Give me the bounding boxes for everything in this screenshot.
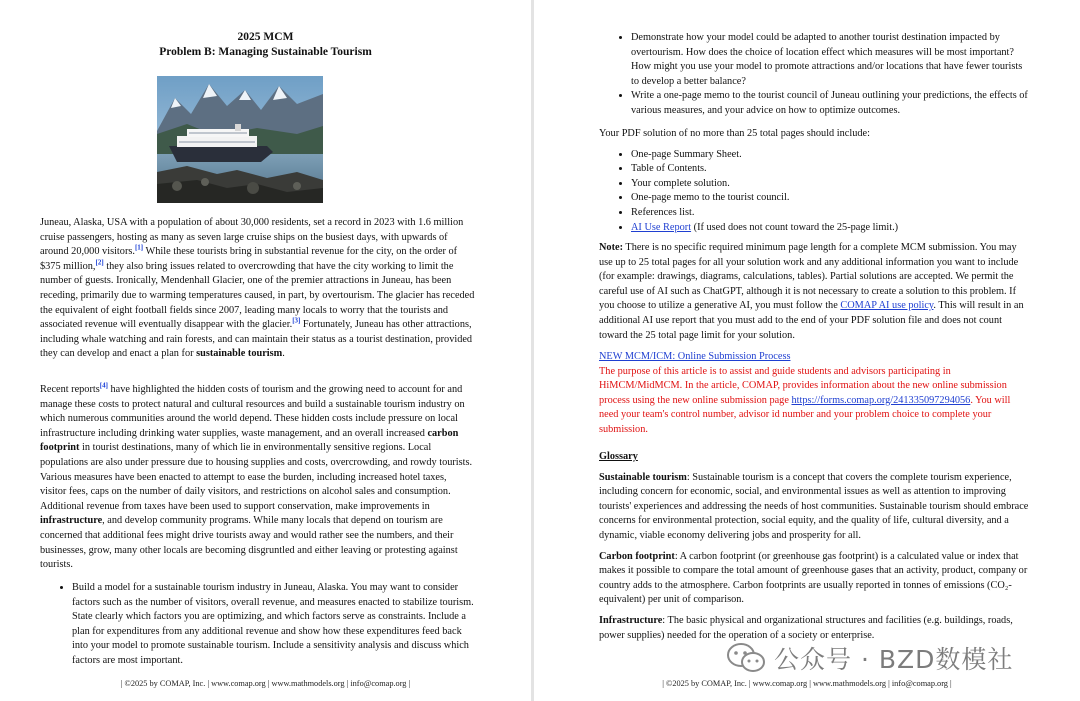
pdf-item-solution: • Your complete solution.	[631, 177, 1029, 192]
glossary-entry-infrastructure	[599, 614, 1029, 643]
reference-1[interactable]: [1]	[134, 243, 144, 252]
task-bullet-2: • Demonstrate how your model could be adapted to another tourist destination impacted by overtourism. How does the choice of location effect which measures will be most important? How might you use your model to promote attractions and/or locations that have fewer tourists to develop a better balance?	[631, 31, 1029, 89]
pdf-item-references: • References list.	[631, 206, 1029, 221]
para2-text4: , and develop community programs. While many locals that depend on tourism are concerned that additional fees might drive tourists away and would rather see the numbers, and their businesses, grow, many other locals are becoming disgruntled and either leaving or protesting against tourists.	[40, 515, 458, 571]
footer-right: | ©2025 by COMAP, Inc. | www.comap.org | www.mathmodels.org | info@comap.org |	[662, 679, 952, 688]
para1-text5: .	[282, 348, 285, 360]
pdf-item-toc: • Table of Contents.	[631, 162, 1029, 177]
glossary-section	[599, 450, 1029, 643]
ai-report-note: (If used does not count toward the 25-page limit.)	[691, 221, 899, 233]
glossary-term: Infrastructure	[599, 614, 663, 626]
note-paragraph	[599, 241, 1029, 343]
document-title	[0, 30, 531, 60]
glossary-term: Sustainable tourism	[599, 471, 687, 483]
reference-2[interactable]: [2]	[95, 258, 104, 267]
glossary-term: Carbon footprint	[599, 550, 675, 562]
note-label: Note:	[599, 242, 624, 253]
glossary-entry-sustainable-tourism	[599, 471, 1029, 544]
term-sustainable-tourism: sustainable tourism	[196, 348, 283, 360]
task-list-left	[40, 581, 475, 669]
intro-paragraph	[40, 216, 475, 362]
term-infrastructure: infrastructure	[40, 515, 103, 527]
para1-text3: they also bring issues related to overcrowding that have the city working to limit the number of guests. Ironically, Mendenhall Glacier, one of the premier attractions in Juneau, has been receding, primarily due to warming temperatures caused, in part, by overtourism. The glacier has receded the equivalent of eight football fields since 2007, leading many locals to worry that the tourists and associated revenue will eventually disappear with the glacier.	[40, 260, 475, 331]
watermark-text: 公众号 · BZD数模社	[774, 645, 1014, 674]
submission-text1: The purpose of this article is to assist and guide students and advisors participating in HiMCM/MidMCM. In the article, COMAP, provides information about the new online submission process using the new online submission page	[599, 365, 1007, 406]
title-line2: Problem B: Managing Sustainable Tourism	[159, 46, 372, 58]
submission-form-link[interactable]: https://forms.comap.org/241335097294056	[791, 394, 971, 406]
para2-text3: in tourist destinations, many of which lie in environmentally sensitive regions. Local populations are also under pressure due to housing supplies and costs, overcrowding, and rowdy tourists. Various measures have been enacted to attempt to ease the burden, including increased hotel taxes, visitor fees, caps on the number of daily visitors, and restrictions on alcohol sales and consumption. Additional revenue from taxes have been used to support conservation, make improvements in	[40, 442, 473, 512]
footer-left: | ©2025 by COMAP, Inc. | www.comap.org | www.mathmodels.org | info@comap.org |	[120, 679, 411, 688]
title-line1: 2025 MCM	[237, 31, 294, 43]
para2-text2: have highlighted the hidden costs of tourism and the growing need to account for and manage these costs to protect natural and cultural resources and build a sustainable tourism industry on which numerous communities around the world depend. These hidden costs include pressure on local infrastructure including drinking water supplies, waste management, and an overall increased	[40, 384, 465, 439]
glossary-definition: : The basic physical and organizational structures and facilities (e.g. buildings, roads, power supplies) needed for the operation of a society or enterprise.	[599, 614, 1013, 641]
hidden-costs-paragraph	[40, 383, 475, 573]
term-carbon-footprint: carbon footprint	[40, 427, 459, 454]
watermark	[726, 640, 1056, 676]
pdf-item-memo: • One-page memo to the tourist council.	[631, 191, 1029, 206]
pdf-intro: Your PDF solution of no more than 25 total pages should include:	[599, 128, 870, 139]
pdf-item-ai-report	[631, 221, 1029, 236]
para1-text1: Juneau, Alaska, USA with a population of about 30,000 residents, set a record in 2023 with 1.6 million cruise passengers, hosting as many as seven large cruise ships on the busiest days, with upwards of around 20,000 visitors.	[40, 217, 464, 258]
wechat-icon	[726, 642, 766, 674]
note-text2: . This will result in an additional AI use report that you must add to the end of your PDF solution file and does not count toward the 25 total page limit for your solution.	[599, 300, 1024, 341]
reference-4[interactable]: [4]	[99, 381, 108, 390]
task-bullet-1: • Build a model for a sustainable tourism industry in Juneau, Alaska. You may want to consider factors such as the number of visitors, overall revenue, and measures enacted to stabilize tourism. State clearly which factors you are optimizing, and which factors serve as constraints. Include a plan for expenditures from any additional revenue and show how these expenditures feed back into your model to promote sustainable tourism. Include a sensitivity analysis and discuss which factors are most important.	[72, 581, 475, 669]
cruise-ship-photo	[157, 76, 323, 203]
para2-text1: Recent reports	[40, 384, 100, 395]
task-bullet-3: • Write a one-page memo to the tourist council of Juneau outlining your predictions, the effects of various measures, and your advice on how to optimize outcomes.	[631, 89, 1029, 118]
note-text1: There is no specific required minimum page length for a complete MCM submission. You may use up to 25 total pages for all your solution work and any additional information you want to include (for example: drawings, diagrams, calculations, tables). Partial solutions are accepted. We permit the careful use of AI such as ChatGPT, although it is not necessary to create a solution to this problem. If you choose to utilize a generative AI, you must follow the	[599, 242, 1019, 312]
para1-text4: Fortunately, Juneau has other attractions, including whale watching and rain forests, and can maintain their status as a tourist destination, provided they can develop and enact a plan for	[40, 319, 473, 360]
para1-text2: While these tourists bring in substantial revenue for the city, on the order of $375 million,	[40, 246, 458, 272]
reference-3[interactable]: [3]	[292, 316, 301, 325]
pdf-requirements	[599, 127, 1029, 235]
glossary-definition: : Sustainable tourism is a concept that covers the complete tourism experience, including concern for economic, social, and environmental issues as well as attention to improving tourists' experiences and addressing the needs of host communities. Sustainable tourism should embrace concerns for environmental protection, social equity, and the quality of life, cultural diversity, and a dynamic, viable economy delivering jobs and prosperity for all.	[599, 471, 1029, 541]
ai-use-report-link[interactable]: AI Use Report	[631, 221, 692, 233]
glossary-definition: : A carbon footprint (or greenhouse gas footprint) is a calculated value or index that makes it possible to compare the total amount of greenhouse gases that an activity, product, company or country adds to the atmosphere. Carbon footprints are usually reported in tonnes of emissions (CO₂-equivalent) per unit of comparison.	[599, 550, 1028, 606]
submission-section	[599, 350, 1029, 438]
submission-process-link[interactable]: NEW MCM/ICM: Online Submission Process	[599, 351, 791, 362]
task-list-right	[599, 31, 1029, 119]
submission-text2: . You will need your team's control number, advisor id number and your problem choice to complete your submission.	[599, 394, 1011, 435]
pdf-item-summary: • One-page Summary Sheet.	[631, 148, 1029, 163]
comap-ai-policy-link[interactable]: COMAP AI use policy	[840, 300, 934, 312]
glossary-heading: Glossary	[599, 451, 638, 462]
glossary-entry-carbon-footprint	[599, 550, 1029, 608]
